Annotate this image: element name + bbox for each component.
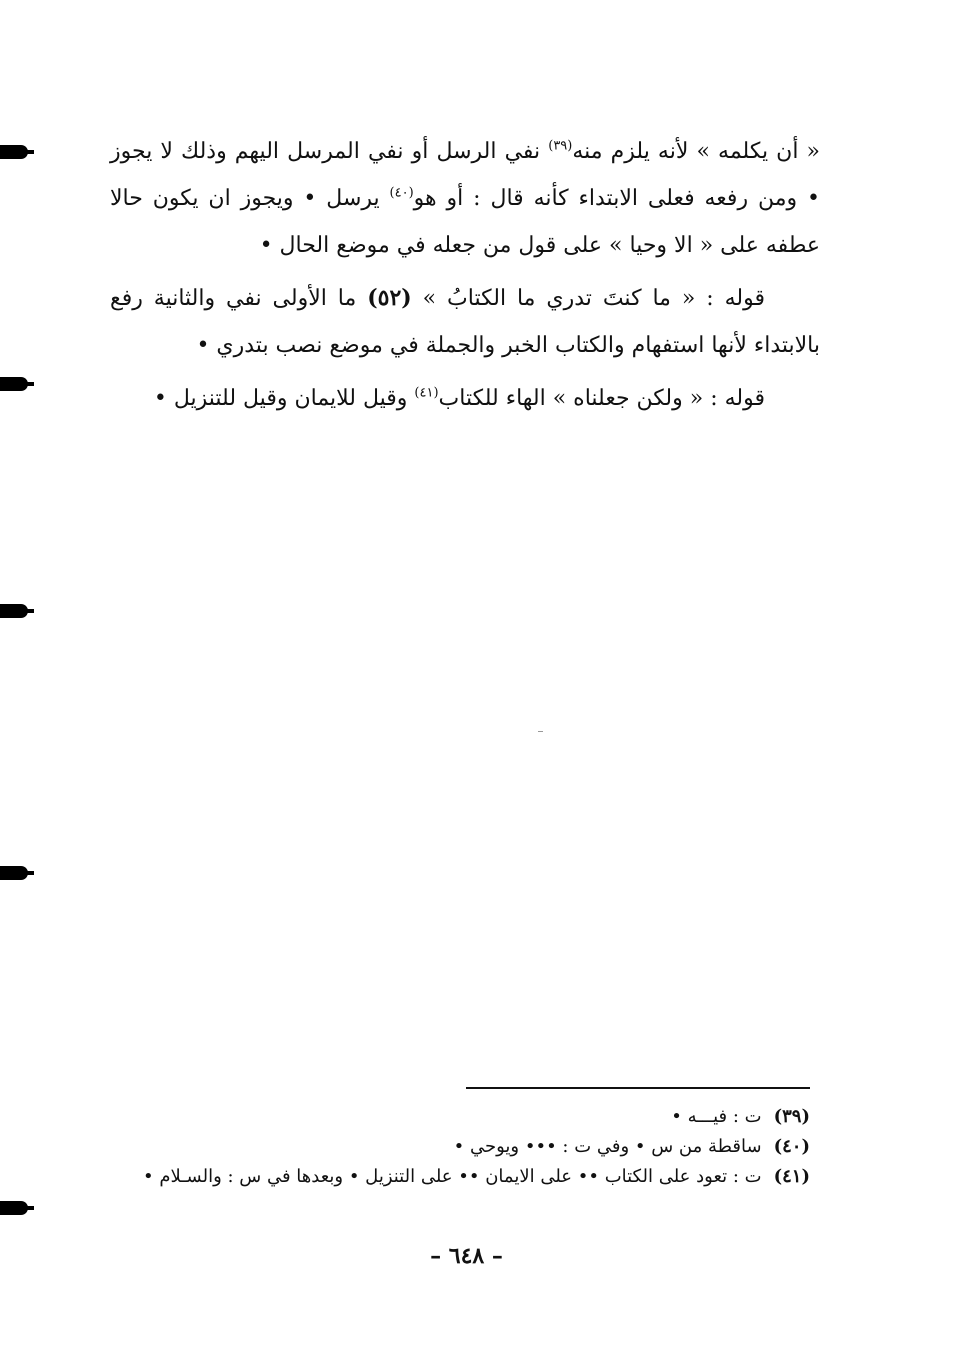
binding-mark	[0, 377, 28, 391]
page-number: – ٦٤٨ –	[430, 1243, 503, 1269]
footnote-41	[110, 1162, 810, 1192]
paragraph-1-part-3: يرسل • ويجوز ان يكون حالا عطفه على « الا وحيا » على قول من جعله في موضع الحال •	[110, 186, 820, 258]
binding-mark	[0, 604, 28, 618]
footnote-number: (٣٩)	[773, 1106, 810, 1127]
paragraph-2-part-1: قوله : « ما كنتَ تدري ما الكتابُ »	[411, 286, 765, 311]
paragraph-3-part-1: قوله : « ولكن جعلناه » الهاء للكتاب	[438, 386, 765, 411]
footnote-40	[110, 1132, 810, 1162]
binding-mark	[0, 145, 28, 159]
paragraph-1-part-1: « أن يكلمه » لأنه يلزم منه	[572, 139, 820, 164]
paragraph-2	[110, 275, 820, 369]
footnote-39	[110, 1102, 810, 1132]
paragraph-3	[110, 375, 820, 422]
paragraph-1	[110, 128, 820, 269]
paragraph-1-part-2: نفي الرسل أو نفي المرسل اليهم وذلك لا يجوز • ومن رفعه فعلى الابتداء كأنه قال : أو هو	[110, 139, 820, 211]
footnote-number: (٤٠)	[773, 1136, 810, 1157]
footnote-text: ت : فيـــه •	[671, 1106, 762, 1127]
binding-mark	[0, 1201, 28, 1215]
footnote-divider	[466, 1087, 810, 1089]
footnote-text: ساقطة من س • وفي ت : ••• ويوحي •	[453, 1136, 762, 1157]
footnote-ref-39: (٣٩)	[548, 138, 573, 154]
footnote-ref-41: (٤١)	[414, 385, 439, 401]
binding-mark	[0, 866, 28, 880]
main-text	[110, 128, 820, 428]
footnote-text: ت : تعود على الكتاب •• على الايمان •• على التنزيل • وبعدها في س : والسـلام •	[143, 1166, 762, 1187]
footnote-number: (٤١)	[773, 1166, 810, 1187]
paragraph-2-part-2: ما الأولى نفي والثانية رفع بالابتداء لأنها استفهام والكتاب الخبر والجملة في موضع نصب بتدري •	[110, 286, 820, 358]
verse-number: (٥٢)	[367, 285, 412, 311]
paragraph-3-part-2: وقيل للايمان وقيل للتنزيل •	[153, 386, 415, 411]
scan-speck	[538, 731, 543, 732]
footnote-ref-40: (٤٠)	[389, 185, 414, 201]
footnotes	[110, 1102, 810, 1192]
